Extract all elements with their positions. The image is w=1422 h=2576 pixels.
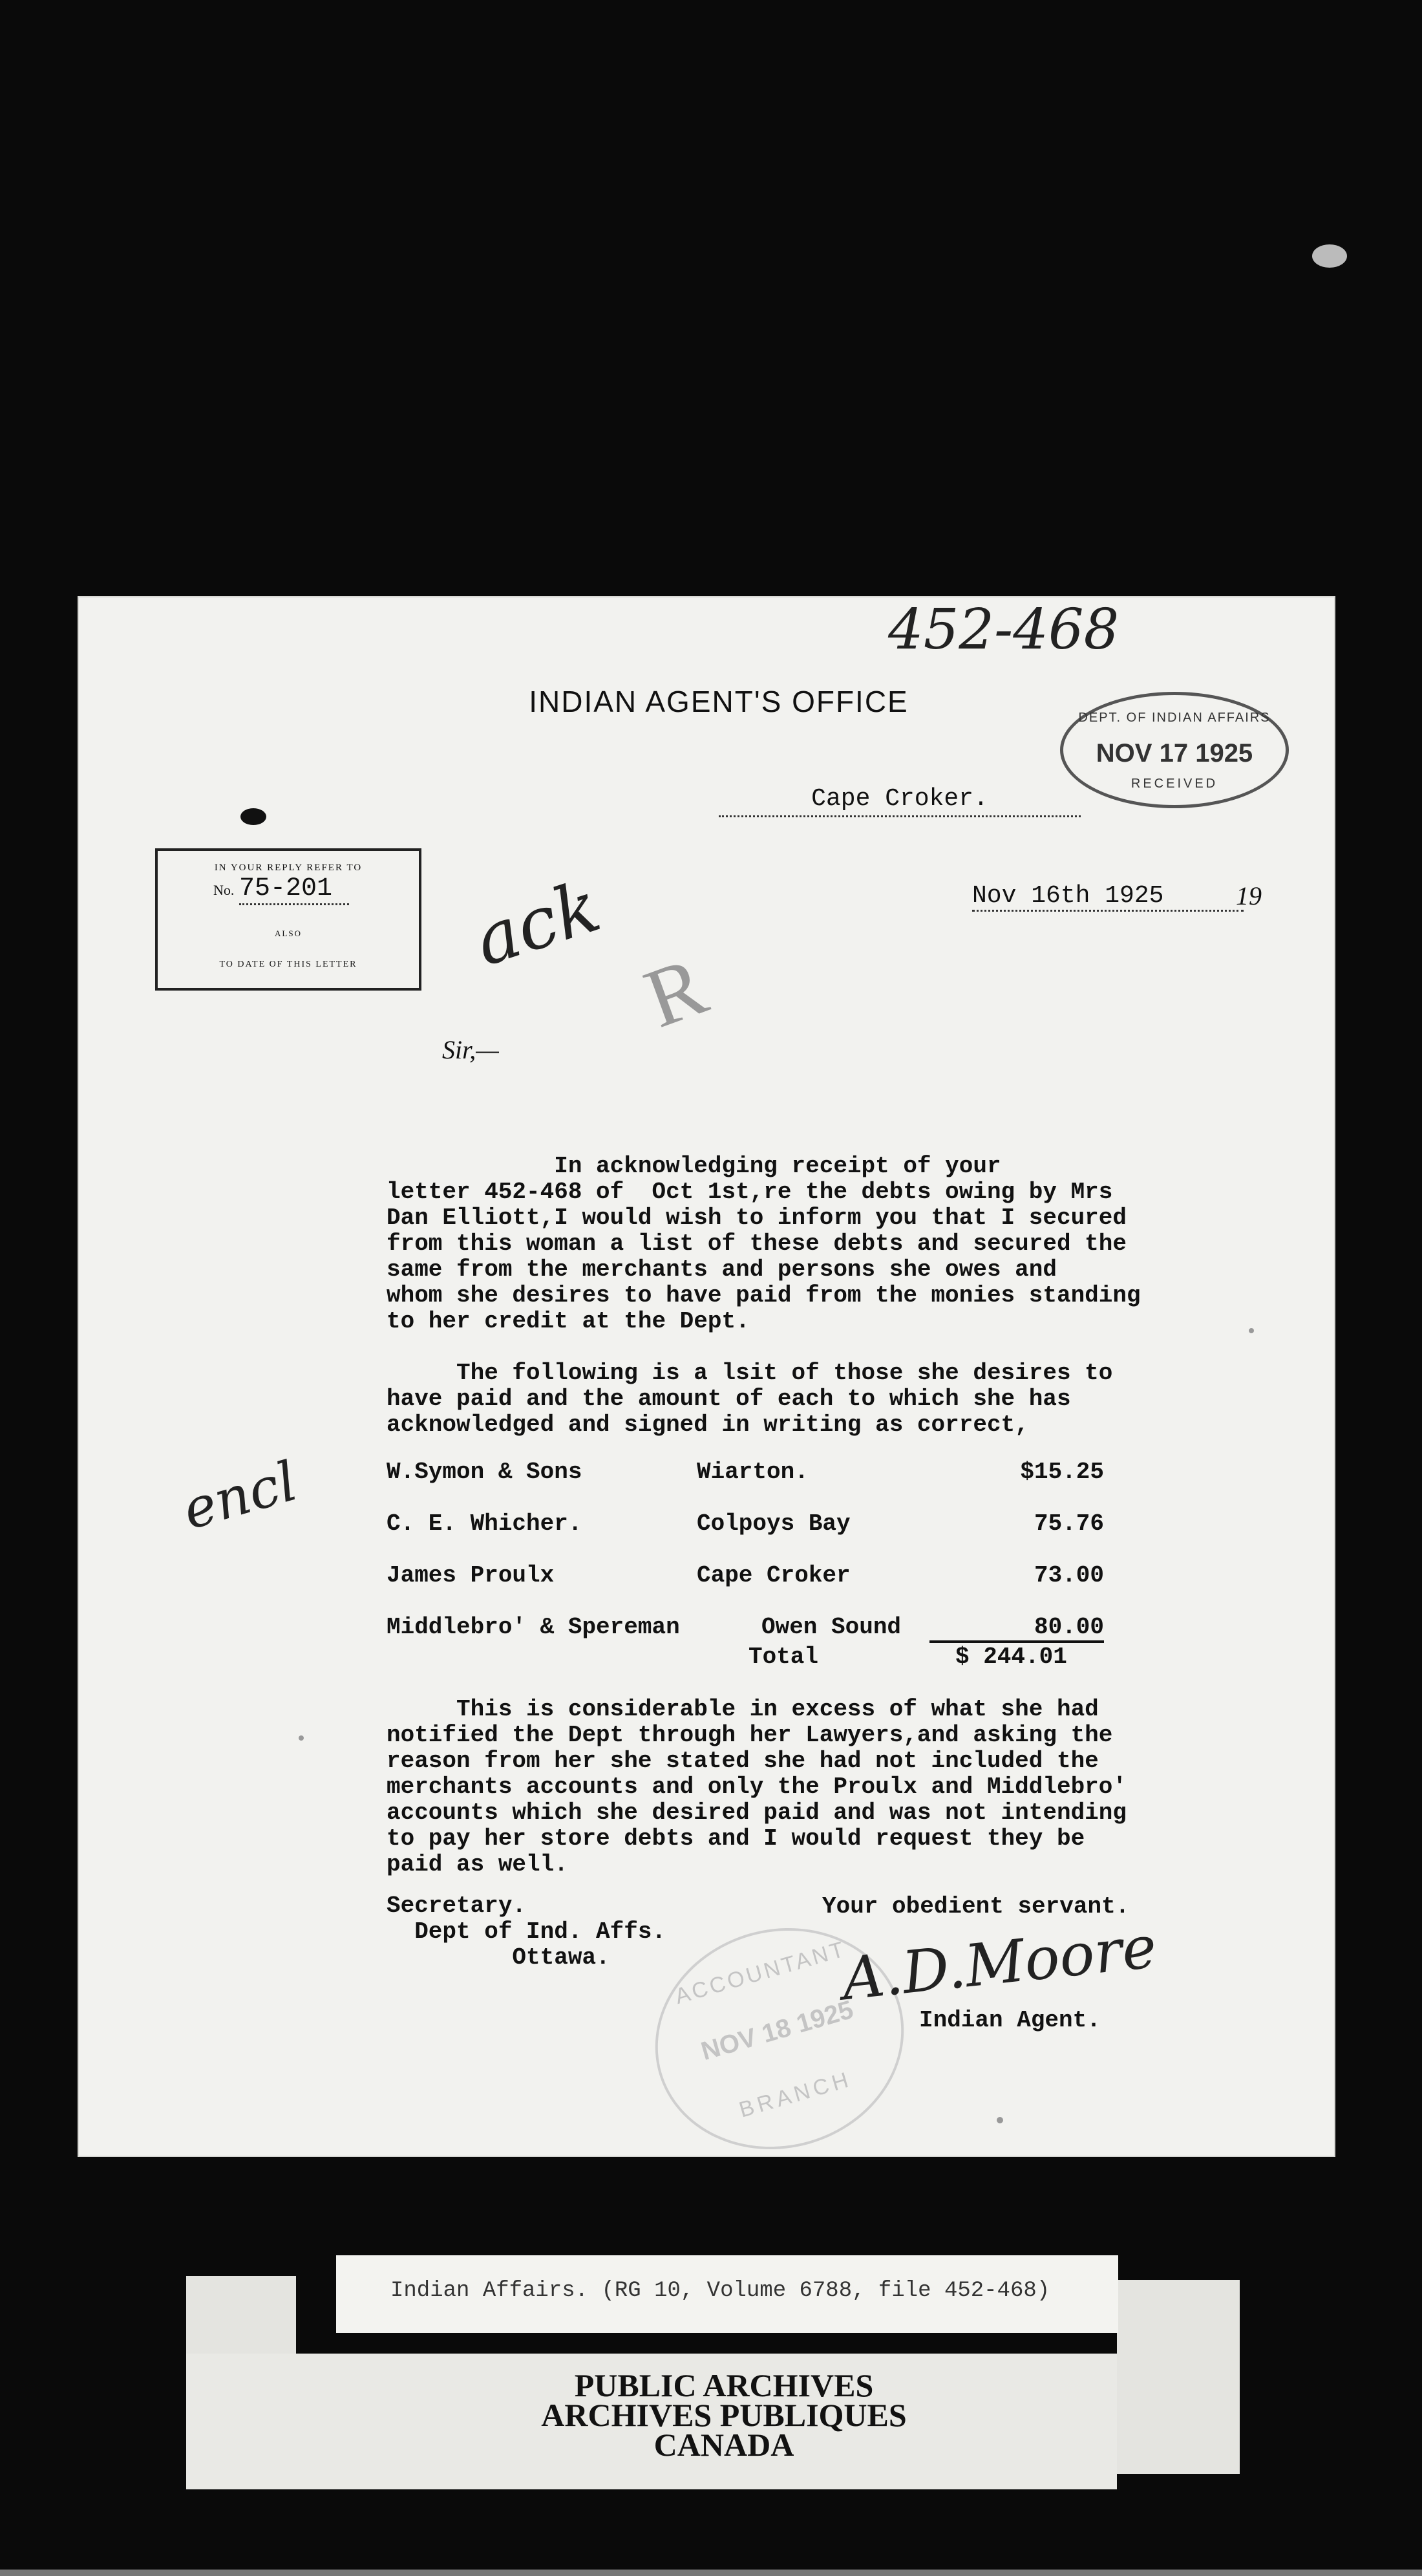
- debt-row: [387, 1614, 1304, 1666]
- faint-stamp-date: NOV 18 1925: [697, 1995, 856, 2066]
- signature: A.D.Moore: [838, 1913, 1160, 2014]
- stamp-top-text: DEPT. OF INDIAN AFFAIRS: [1078, 711, 1271, 725]
- debt-place: Colpoys Bay: [697, 1510, 851, 1537]
- ref-box-no-label: No.: [213, 882, 235, 898]
- paragraph-1: In acknowledging receipt of your letter 452-468 of Oct 1st,re the debts owing by Mrs Dan Elliott,I would wish to inform you that I secured from this woman a list of these debts and secured the same from the merchants and persons she owes and whom she desires to have paid from the monies standing to her credit at the Dept.: [387, 1153, 1141, 1335]
- debt-creditor: C. E. Whicher.: [387, 1510, 582, 1537]
- place-line: Cape Croker.: [719, 785, 1081, 817]
- debt-place: Owen Sound: [761, 1614, 902, 1640]
- total-amount: $ 244.01: [955, 1644, 1067, 1670]
- debt-row: [387, 1510, 1304, 1562]
- paper-speck: [997, 2117, 1003, 2123]
- paragraph-2: The following is a lsit of those she desires to have paid and the amount of each to which she has acknowledged and signed in writing as correct,: [387, 1360, 1113, 1438]
- debt-creditor: James Proulx: [387, 1562, 555, 1589]
- debt-place: Cape Croker: [697, 1562, 851, 1589]
- debt-amount: 75.76: [1034, 1510, 1104, 1537]
- paragraph-3: This is considerable in excess of what she had notified the Dept through her Lawyers,and asking the reason from her she stated she had not included the merchants accounts and only the Proulx and Middlebro' accounts which she desired paid and was not intending to pay her store debts and I would request they be paid as well.: [387, 1696, 1127, 1878]
- archive-label-right-tab: [1117, 2280, 1240, 2474]
- archive-name-en: PUBLIC ARCHIVES: [574, 2367, 874, 2403]
- paper-speck: [1249, 1328, 1254, 1333]
- debt-amount: 73.00: [1034, 1562, 1104, 1589]
- faint-stamp-bottom: BRANCH: [736, 2066, 855, 2123]
- handwritten-file-number: 452-468: [888, 597, 1120, 662]
- film-edge: [0, 2570, 1422, 2576]
- office-title: INDIAN AGENT'S OFFICE: [529, 685, 909, 718]
- debt-row: [387, 1562, 1304, 1614]
- archive-reference: Indian Affairs. (RG 10, Volume 6788, file 452-468): [390, 2279, 1050, 2303]
- debt-amount: 80.00: [929, 1614, 1104, 1643]
- letter-date: Nov 16th 1925: [972, 882, 1244, 912]
- archive-name-fr: ARCHIVES PUBLIQUES: [541, 2397, 907, 2433]
- ref-box-no-value: 75-201: [239, 874, 349, 905]
- total-row: [387, 1644, 1304, 1694]
- r-stamp-mark: R: [633, 939, 718, 1046]
- stamp-bottom-text: RECEIVED: [1130, 777, 1218, 791]
- ink-blot: [240, 808, 266, 825]
- debt-creditor: W.Symon & Sons: [387, 1459, 582, 1485]
- debt-list: [387, 1459, 1304, 1694]
- salutation: Sir,—: [442, 1035, 499, 1064]
- handwritten-encl-note: encl: [175, 1449, 304, 1542]
- stamp-date: NOV 17 1925: [1096, 739, 1253, 767]
- debt-row: [387, 1459, 1304, 1510]
- debt-place: Wiarton.: [697, 1459, 809, 1485]
- ref-box-line3: ALSO: [275, 928, 302, 938]
- reference-box: [155, 848, 421, 991]
- total-label: Total: [748, 1644, 819, 1670]
- archive-country: CANADA: [653, 2427, 794, 2463]
- received-stamp: [1060, 692, 1289, 808]
- film-speck: [1312, 244, 1347, 268]
- letter-page: [79, 597, 1334, 2156]
- ref-box-line4: TO DATE OF THIS LETTER: [219, 960, 357, 969]
- debt-amount: $15.25: [1020, 1459, 1104, 1485]
- ref-box-line1: IN YOUR REPLY REFER TO: [214, 863, 363, 873]
- faint-stamp-top: ACCOUNTANT: [672, 1937, 849, 2010]
- date-year-suffix: 19: [1236, 881, 1262, 910]
- agent-title: Indian Agent.: [919, 2007, 1101, 2034]
- debt-creditor: Middlebro' & Spereman: [387, 1614, 680, 1640]
- handwritten-initials: ack: [464, 864, 610, 982]
- closing-line: Your obedient servant.: [822, 1893, 1130, 1920]
- recipient-address: Secretary. Dept of Ind. Affs. Ottawa.: [387, 1893, 666, 1971]
- paper-speck: [299, 1735, 304, 1741]
